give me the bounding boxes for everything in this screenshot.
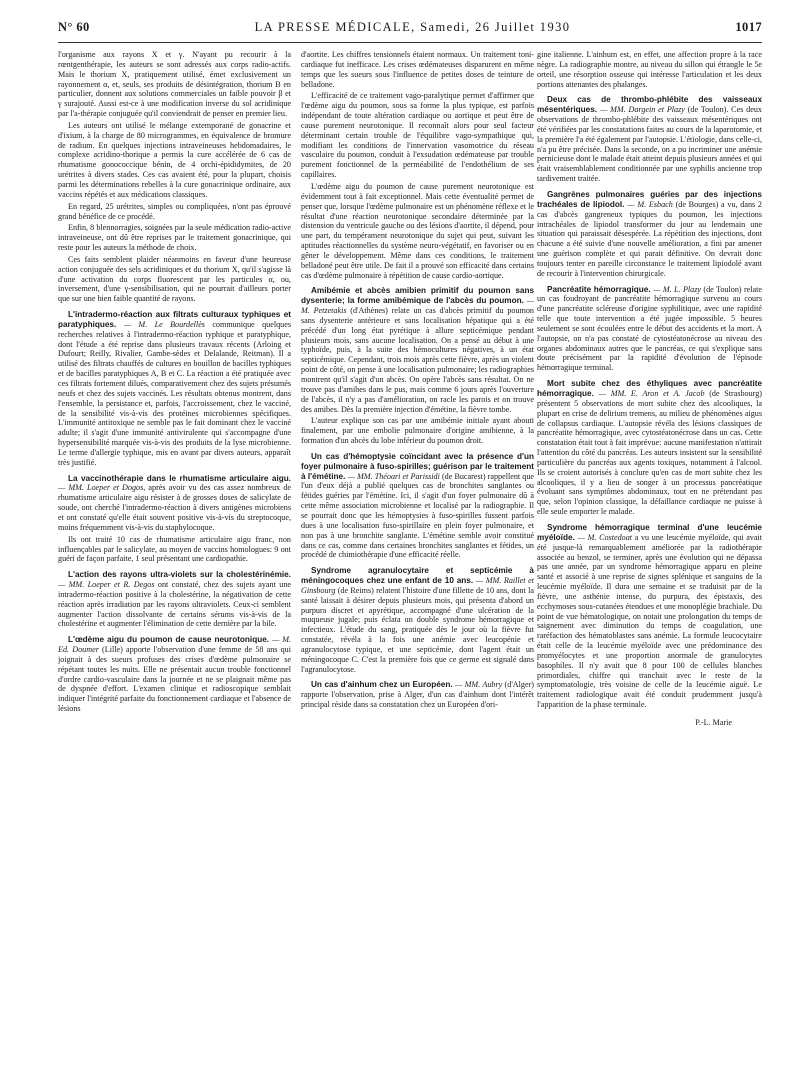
article-authors: — MM. Dargein et Plazy <box>600 105 688 115</box>
article-authors: — MM. E. Aron et A. Jacob <box>598 389 710 398</box>
article-text: (de Strasbourg) présentent 5 observations de mort subite chez des alcooliques, la plupart en crise de delirium tremens, au milieu de phénomènes aigus de collapsus cardiaque. L'autopsie révéla des lésions classiques de pancréatite hémorragique, avec cytostéatonécrose dans un cas. Cette constatation était tout à fait imprévue: aucune manifestation n'attirait l'attention du côté du pancréas. Les auteurs insistent sur la sensibilité particulière du pancréas aux agents toxiques, notamment à l'alcool. Ils se croient autorisés à conclure qu'en cas de mort subite chez les alcooliques, il y a lieu de songer à un processus pancréatique évoluant sans symptômes abdominaux, tout en ne prétendant pas que, selon l'opinion classique, la défaillance cardiaque ne puisse à elle seule emporter le malade. <box>537 389 762 517</box>
article-title: La vaccinothérapie dans le rhumatisme articulaire aigu. <box>68 473 291 483</box>
article <box>537 95 762 184</box>
article-text: après avoir vu des cas assez nombreux de rhumatisme articulaire aigu résister à de grosses doses de salicylate de soude, ont cherché l'intradermo-réaction à divers antigènes microbiens et ont constaté qu'elle était souvent positive vis-à-vis du streptocoque, moins fréquemment vis-à-vis du staphylocoque. <box>58 483 291 532</box>
paragraph: Enfin, 8 blennorragies, soignées par la seule médication radio-active intraveineuse, ont dû être reprises par le traitement gonacrinique, qui reste pour les auteurs la méthode de choix. <box>58 223 291 253</box>
article-title: L'œdème aigu du poumon de cause neurotonique. <box>68 635 273 645</box>
article <box>537 379 762 517</box>
article-text: ont constaté, chez des sujets ayant une intradermo-réaction positive à la cholestérine, la négativation de cette réaction après irradiation par les rayons ultraviolets. Ceux-ci semblent augmenter l'action dissolvante de certains sérums vis-à-vis de la cholestérine et augmenter l'élimination de cette dernière par la bile. <box>58 580 291 629</box>
article <box>301 452 534 560</box>
article-authors: — MM. Raillet et Ginsbourg <box>301 576 534 595</box>
article-title: Deux cas de thrombo-phlébite des vaisseaux mésentériques. <box>537 95 762 115</box>
article <box>537 285 762 374</box>
article-authors: — M. Esbach <box>627 199 676 209</box>
article-title: L'action des rayons ultra-violets sur la cholestérinémie. <box>68 570 291 580</box>
paragraph: Les auteurs ont utilisé le mélange extemporané de gonacrine et d'ixium, à la charge de 80 microgrammes, en équivalence de bromure de radium. En quelques injections intraveineuses hebdomadaires, le complexe acridino-thorique a permis la cure accélérée de 6 cas de rhumatisme gonococcique bénin, de 4 orchi-épididymites, de 20 urétrites à divers stades. Ces cas avaient été, pour la plupart, choisis parmi les déterminations rebelles à la cure gonacrinique ordinaire, aux vaccins répétés et aux médications classiques. <box>58 120 291 199</box>
paragraph: L'auteur explique son cas par une amibémie initiale ayant abouti finalement, par une embolie pulmonaire d'origine amibienne, à la formation d'un abcès du lobe inférieur du poumon droit. <box>301 416 534 446</box>
article-authors: — M. Ed. Doumer <box>58 635 291 655</box>
article-authors: — M. L. Plazy <box>653 284 704 294</box>
text-column-2 <box>301 50 534 1074</box>
author-signature: P.-L. Marie <box>695 718 732 727</box>
article-authors: — M. Le Bourdellès <box>123 319 213 329</box>
header-rule <box>58 42 762 43</box>
article-title: Amibémie et abcès amibien primitif du poumon sans dysenterie; la forme amibémique de l'abcès du poumon. <box>301 286 534 306</box>
article-text: (de Toulon). Ces deux observations de thrombo-phlébite des vaisseaux mésentériques ont été vérifiées par les constatations faites au cours de la laparotomie, et la première l'a été également par l'autopsie. L'étiologie, dans celle-ci, n'a pu être précisée. Dans la seconde, on a pu incriminer une anémie pernicieuse dont le malade était atteint depuis plusieurs années et qui était vraisemblablement conditionnée par une syphilis ancienne trop tardivement traitée. <box>537 105 762 184</box>
article-title: Pancréatite hémorragique. <box>547 284 654 294</box>
article-text: communique quelques recherches relatives à l'intradermo-réaction typhique et paratyphique, dont l'étude a été reprise dans plusieurs travaux récents (Arloing et Dufourt; Reilly, Rivalier, Gambe-sèdes et Delalande, Reitman). Il a utilisé des filtrats chauffés de cultures en bouillon de bacilles typhiques et de bacilles paratyphiques A, B et C. La réaction a été pratiquée avec ces filtrats fortement dilués, comparativement chez des sujets présumés neufs et chez des sujets vaccinés. Les résultats obtenus montrent, dans l'ensemble, la persistance et, parfois, l'accroissement, chez le vacciné, de la sensibilité vis-à-vis des protéines microbiennes spécifiques. L'immunité antitoxique ne semble pas le fait dominant chez le vacciné adulte; il s'agit d'une immunité antivirulente qui s'accompagne d'une hypersensibilité marquée vis-à-vis des produits de la lyse microbienne. Le terme d'allergie typhique, mis en avant par divers auteurs, apparaît très justifié. <box>58 319 291 467</box>
text-column-1 <box>58 50 291 1074</box>
text-column-3 <box>537 50 762 1074</box>
article-text: (de Bucarest) rappellent que l'un d'eux déjà a publié quelques cas de bronchites sanglantes ou fétides guéries par l'émétine. Ici, il s'agit d'un foyer pulmonaire dû à cette même association microbienne et localisé par la radiographie. Il se pourrait donc que les hémoptysies à fuso-spirilles fussent parfois dues à une localisation fuso-spirillaire en plein foyer pulmonaire, et non pas à une bronchite sanglante. L'émétine semble avoir constitué dans ce cas, comme dans certaines bronchites sanglantes et fétides, un procédé de chimiothérapie d'une efficacité réelle. <box>301 471 534 560</box>
article-authors: — M. Petzetakis <box>301 296 534 316</box>
article-title: Mort subite chez des éthyliques avec pancréatite hémorragique. <box>537 379 762 398</box>
article-authors: — MM. Aubry <box>455 680 505 690</box>
paragraph: l'organisme aux rayons X et γ. N'ayant pu recourir à la rœntgenthérapie, les auteurs se sont adressés aux corps radio-actifs. Mais le thorium X, pratiquement utilisé, émet exclusivement un rayonnement α, et, seuls, ses produits de désintégration, thorium B en particulier, donnent aux solutions commerciales un faible pouvoir β et γ surajouté. Aussi est-ce à une modification inverse du sol acridinique par l'a-thérapie conjuguée qu'il conviendrait de penser en premier lieu. <box>58 50 291 119</box>
article-text: (de Bourges) a vu, dans 2 cas d'abcès gangreneux typiques du poumon, les injections intrachéales de lipiodol transformer du jour au lendemain une situation qui paraissait désespérée. La répétition des injections, dont chacune a été suivie d'une nouvelle amélioration, a fini par amener une guérison complète et qui parait définitive. On devrait donc toujours tenter en pareille circonstance le traitement lipiodolé avant de recourir à l'intervention chirurgicale. <box>537 199 762 278</box>
paragraph: Ces faits semblent plaider néanmoins en faveur d'une heureuse action conjuguée des sels acridiniques et du thorium X, qu'il s'agisse là d'une activation du corps fluorescent par les particules α, ou, inversement, d'une γ-sensibilisation, qui ne pourrait d'ailleurs porter que sur une bien faible quantité de rayons. <box>58 254 291 304</box>
article-authors: — M. Costedoat <box>577 532 635 542</box>
article <box>58 310 291 468</box>
article-title: Gangrènes pulmonaires guéries par des injections trachéales de lipiodol. <box>537 189 762 209</box>
paragraph: L'œdème aigu du poumon de cause purement neurotonique est évidemment tout à fait exceptionnel. Mais cette éventualité permet de penser que, lorsque l'œdème pulmonaire est un phénomène réflexe et le résultat d'une réaction neurotonique secondaire déterminée par la distension du ventricule gauche ou des lésions d'aortite, il dépend, pour une part, du tempérament neurotonique du sujet qui peut, suivant les aptitudes réactionnelles du système neuro-végétatif, en favoriser ou en gêner le développement. Même dans ces conditions, le traitement belladoné peut être utile. De fait il a prouvé son efficacité dans certains cas d'œdème pulmonaire à répétition de cause cardio-aortique. <box>301 181 534 280</box>
paragraph: d'aortite. Les chiffres tensionnels étaient normaux. Un traitement toni-cardiaque fut inefficace. Les crises œdémateuses disparurent en même temps que les sueurs sous l'influence de petites doses de teinture de belladone. <box>301 50 534 89</box>
article <box>301 680 534 710</box>
article-title: Syndrome agranulocytaire et septicémie à méningocoques chez une enfant de 10 ans. <box>301 566 534 586</box>
article-authors: — MM. Loeper et R. Degos <box>58 580 158 590</box>
running-title: LA PRESSE MÉDICALE, Samedi, 26 Juillet 1930 <box>254 20 571 34</box>
issue-number: N° 60 <box>58 20 90 34</box>
article <box>301 286 534 414</box>
article-title: L'intradermo-réaction aux filtrats culturaux typhiques et paratyphiques. <box>58 310 291 329</box>
article-text: a vu une leucémie myéloïde, qui avait été jusque-là remarquablement améliorée par la radiothérapie associée au benzol, se terminer, après une évolution qui ne dépassa pas une année, par un syndrome hémorragique apparu en pleine santé et associé à une reprise de signes splénique et sanguins de la leucémie myéloïde. Il dura une semaine et se traduisit par de la fièvre, une asthénie intense, du purpura, des épistaxis, des ecchymoses sous-cutanées étendues et une monoplégie brachiale. Du point de vue hématologique, on notait une prolongation du temps de saignement avec diminution du temps de coagulation, une raréfaction des hématoblastes sans anémie. La formule leucocytaire était celle de la leucémie myéloïde avec une prédominance des promyélocytes et une proportion anormale de granulocytes basophiles. Il n'y avait que 8 pour 100 de cellules blanches primordiales, chiffre qui tranchait avec le reste de la symptomatologie, très voisine de celle de la leucémie aiguë. Le traitement radiologique avait été conduit prudemment jusqu'à l'apparition de la phase terminale. <box>537 532 762 710</box>
paragraph: Ils ont traité 10 cas de rhumatisme articulaire aigu franc, non influençables par le salicylate, au moyen de vaccins homologues: 9 ont guéri de façon parfaite, 1 seul présentant une cardiopathie. <box>58 534 291 564</box>
paragraph: gine italienne. L'ainhum est, en effet, une affection propre à la race nègre. La radiographie montre, au niveau du sillon qui étrangle le 5e orteil, une résorption osseuse qui intéresse l'articulation et les deux portions attenantes des phalanges. <box>537 50 762 89</box>
article-title: Un cas d'ainhum chez un Européen. <box>311 680 456 690</box>
article <box>537 190 762 279</box>
article <box>58 570 291 629</box>
article <box>58 635 291 714</box>
article-text: (de Reims) relatent l'histoire d'une fillette de 10 ans, dont la santé laissait à désirer depuis plusieurs mois, qui présenta d'abord un purpura discret et apyrétique, accompagné d'une ulcération de la muqueuse jugale; puis éclata un double syndrome hémorragique et infectieux. L'étude du sang, pratiquée dès le jour où la fièvre fut constatée, révéla à la fois une anémie avec leucopénie et agranulocytose typique, et une septicémie, dont l'agent était un méningocoque C. C'est la première fois que ce germe est signalé dans l'agranulocytose. <box>301 585 534 674</box>
page-header <box>58 20 762 38</box>
article-authors: — MM. Loeper et Dogos, <box>58 483 149 493</box>
paragraph: L'efficacité de ce traitement vago-paralytique permet d'affirmer que l'œdème aigu du poumon, sous sa forme la plus typique, est parfois indépendant de toute altération cardiaque ou aortique et peut être de cause purement neurotonique. Il reconnaît alors pour seul facteur déterminant certain trouble de l'équilibre vago-sympathique qui, modifiant les conditions de l'innervation vasomotrice du réseau vasculaire du poumon, conduit à l'exsudation œdémateuse par trouble purement fonctionnel de la perméabilité de l'endothélium de ses capillaires. <box>301 91 534 180</box>
article-title: Un cas d'hémoptysie coïncidant avec la présence d'un foyer pulmonaire à fuso-spirilles; guérison par le traitement à l'émétine. <box>301 451 534 481</box>
article <box>301 566 534 674</box>
article-text: (de Toulon) relate un cas foudroyant de pancréatite hémorragique survenu au cours d'une pancréatite scléreuse d'origine syphilitique, avec une rapidité telle que toute intervention a été jugée impossible. 5 heures seulement se sont écoulées entre le début des accidents et la mort. A l'autopsie, on n'a pas constaté de cytostéatonécrose au niveau des organes abdominaux autres que le pancréas, ce qui s'explique sans doute précisément par la rapidité d'évolution de l'épisode hémorragique terminal. <box>537 284 762 373</box>
article <box>58 474 291 533</box>
article-title: Syndrome hémorragique terminal d'une leucémie myéloïde. <box>537 522 762 542</box>
article-text: (Lille) apporte l'observation d'une femme de 58 ans qui joignait à des sueurs profuses des crises d'œdème pulmonaire se répétant toutes les nuits. Elle ne présentait aucun trouble fonctionnel d'ordre cardio-vasculaire dans la journée et ne se plaignait même pas de dyspnée d'effort. L'examen clinique et radioscopique semblait indiquer l'intégrité parfaite du fonctionnement cardiaque et l'absence de lésions <box>58 645 291 714</box>
article <box>537 523 762 710</box>
article-authors: — MM. Théoari et Parissidi <box>347 471 442 481</box>
article-text: (d'Alger) rapporte l'observation, prise à Alger, d'un cas d'ainhum dont l'intérêt principal réside dans sa constatation chez un Européen d'ori- <box>301 680 534 710</box>
article-text: (d'Athènes) relate un cas d'abcès primitif du poumon sans dysenterie antérieure et sans localisation hépatique qui a été précédé d'un long état pyrétique à allure septicémique pendant plusieurs mois, sans aucune localisation. On a pensé au début à une typhoïde, puis, à la suite des hémocultures négatives, à un état septicémique. Cependant, trois mois après cette fièvre, après un violent point de côté, on pense à une localisation pulmonaire; les radiographies montrent qu'il s'agit d'un abcès. On opère l'abcès sans résultat. On ne trouve pas d'amibes dans le pus, mais comme 6 jours après l'ouverture de l'abcès, il n'y a pas d'amélioration, on racle les parois et on trouve des amibes. Dès la première injection d'émétine, la fièvre tombe. <box>301 306 534 414</box>
page-number: 1017 <box>735 20 762 34</box>
paragraph: En regard, 25 urétrites, simples ou compliquées, n'ont pas éprouvé grand bénéfice de ce procédé. <box>58 201 291 221</box>
